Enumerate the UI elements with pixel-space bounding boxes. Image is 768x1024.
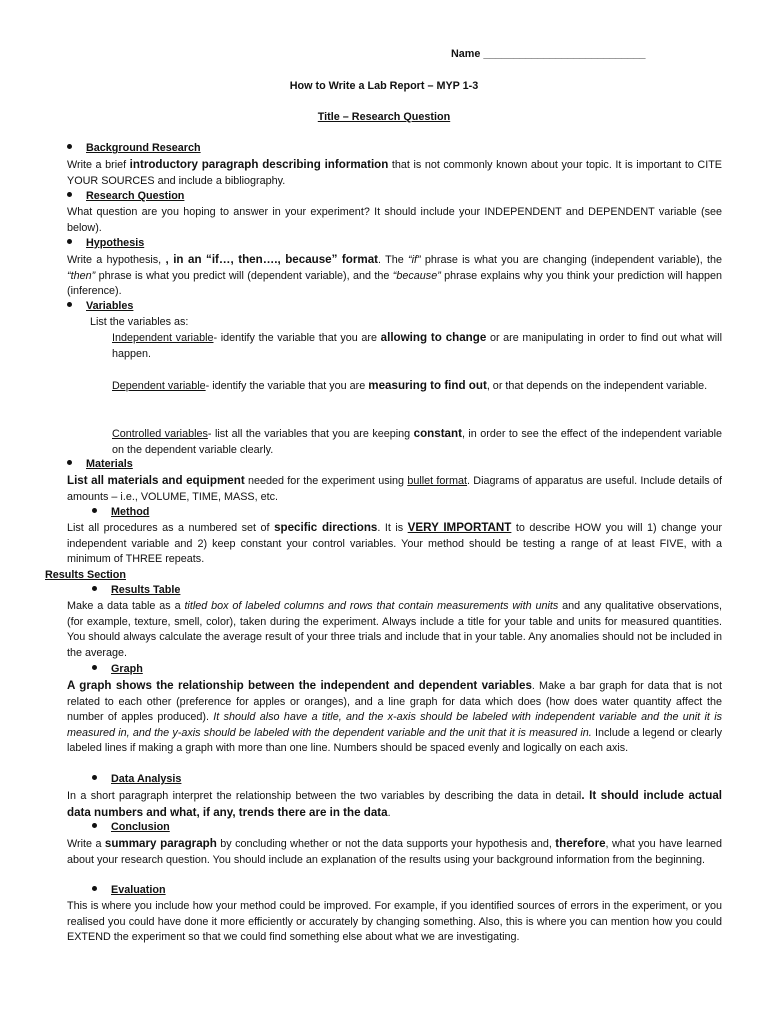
text-run: , what you have learned about your research question. You should include an explanation of the results using your background information from the beginning. (67, 838, 722, 866)
text-run: - identify the variable that you are (205, 380, 369, 392)
name-blank: ___________________________ (483, 48, 646, 60)
section-variables (67, 299, 133, 315)
document-subtitle: Title – Research Question (317, 111, 451, 123)
heading-method: Method (111, 506, 150, 518)
text-run-bold: specific directions (274, 521, 378, 534)
graph-paragraph (67, 678, 722, 757)
text-run-italic: It should also have a title, and the x-axis should be labeled with independent variable and the unit it is measured in, and the y-axis should be labeled with the dependent variable and the unit that it is measured in. (67, 711, 722, 739)
text-run: needed for the experiment using (244, 475, 408, 487)
text-run: or are manipulating in order to find out what will happen. (112, 332, 722, 360)
text-run: - identify the variable that you are (213, 332, 381, 344)
text-run-bold: , in an “if…, then…., because” format (165, 253, 379, 266)
research-paragraph: What question are you hoping to answer in your experiment? It should include your INDEPENDENT and DEPENDENT variable (see below). (67, 206, 722, 234)
text-run: that is not commonly known about your topic. It is important to CITE YOUR SOURCES and include a bibliography. (67, 159, 723, 187)
evaluation-paragraph: This is where you include how your method could be improved. For example, if you identified sources of errors in the experiment, or you realised you could have done it more efficiently or accurately by changing something. Also, this is where you can mention how you could EXTEND the experiment so that we could find something else about what we are investigating. (67, 900, 722, 944)
section-graph (92, 662, 143, 678)
section-hypothesis (67, 236, 144, 252)
conclusion-paragraph (67, 836, 722, 868)
name-line (451, 47, 646, 63)
section-materials (67, 457, 133, 473)
text-run: , in order to see the effect of the independent variable on the dependent variable clearly. (112, 428, 723, 456)
section-results-table (92, 583, 180, 599)
text-run: phrase explains why you think your prediction will happen (inference). (67, 269, 723, 298)
text-run: phrase is what you predict will (dependent variable), and the (95, 269, 393, 282)
bullet-icon (67, 192, 72, 197)
text-run: phrase is what you are changing (independent variable), the (420, 254, 722, 266)
text-run-underline: bullet format (407, 475, 468, 487)
section-research (67, 189, 184, 205)
text-run-italic: “because” (392, 269, 441, 282)
text-run-bold: therefore (555, 837, 606, 850)
text-run-italic: titled box of labeled columns and rows that contain measurements with units (184, 600, 559, 612)
text-run-bold: constant (413, 427, 462, 440)
controlled-variables-paragraph (112, 426, 722, 458)
materials-paragraph (67, 473, 722, 505)
heading-research: Research Question (86, 190, 185, 202)
bullet-icon (67, 302, 72, 307)
heading-background: Background Research (86, 142, 201, 154)
hypothesis-paragraph (67, 252, 722, 300)
text-run: Include a legend or clearly labeled lines if making a graph with more than one line. Numbers should be spaced evenly and logically on each axis. (67, 726, 722, 755)
text-run: In a short paragraph interpret the relationship between the two variables by describing the data in detail (67, 790, 582, 802)
section-conclusion (92, 820, 170, 836)
text-run-bold: List all materials and equipment (67, 474, 245, 487)
text-run: . (387, 806, 391, 819)
heading-variables: Variables (86, 300, 134, 312)
results-section-heading: Results Section (45, 569, 126, 581)
text-run: . It is (377, 522, 408, 534)
bullet-icon (92, 775, 97, 780)
variables-intro: List the variables as: (90, 316, 189, 328)
text-run-italic: “if” (407, 254, 421, 266)
method-paragraph (67, 520, 722, 568)
dependent-variable-paragraph (112, 378, 722, 395)
text-run: to describe HOW you will 1) change your independent variable and 2) keep constant your control variables. Your method should be testing a range of at least FIVE, with a minimum of THREE repeats. (67, 522, 722, 566)
analysis-paragraph (67, 788, 722, 821)
text-run-underline: Controlled variables (112, 428, 208, 440)
document-title: How to Write a Lab Report – MYP 1-3 (289, 80, 479, 92)
text-run-underline: Independent variable (112, 332, 214, 344)
bullet-icon (67, 239, 72, 244)
text-run: Write a hypothesis, (67, 254, 166, 266)
bullet-icon (92, 823, 97, 828)
bullet-icon (92, 586, 97, 591)
text-run-italic: “then” (67, 269, 96, 282)
text-run: , or that depends on the independent variable. (486, 380, 708, 392)
text-run: by concluding whether or not the data supports your hypothesis and, (216, 838, 556, 850)
heading-materials: Materials (86, 458, 133, 470)
text-run: Write a (67, 838, 105, 850)
heading-evaluation: Evaluation (111, 884, 166, 896)
text-run: . The (378, 254, 408, 266)
bullet-icon (92, 508, 97, 513)
text-run: and any qualitative observations, (for example, texture, smell, color), taken during the experiment. Always include a title for your table and units for measured quantities. You should always calculate the average result of your three trials and include that in your table. Any anomalies should not be included in the average. (67, 600, 722, 659)
text-run-bold: . It should include actual data numbers and what, if any, trends there are in the data (67, 789, 722, 819)
bullet-icon (67, 460, 72, 465)
text-run-bold: allowing to change (380, 331, 487, 344)
text-run-bold: summary paragraph (104, 837, 217, 850)
heading-results-table: Results Table (111, 584, 181, 596)
text-run-bold: A graph shows the relationship between the independent and dependent variables (67, 679, 532, 692)
results-table-paragraph (67, 599, 722, 661)
independent-variable-paragraph (112, 330, 722, 362)
bullet-icon (92, 886, 97, 891)
text-run-bold: VERY IMPORTANT (407, 521, 512, 534)
text-run: List all procedures as a numbered set of (67, 522, 275, 534)
bullet-icon (92, 665, 97, 670)
text-run: . Make a bar graph for data that is not related to each other (preference for apples or oranges), and a line graph for data which does (how does water quantity affect the number of apples produced). (67, 680, 722, 724)
heading-data-analysis: Data Analysis (111, 773, 182, 785)
text-run: Make a data table as a (67, 600, 185, 612)
bullet-icon (67, 144, 72, 149)
text-run-underline: Dependent variable (112, 380, 206, 392)
name-label: Name (451, 48, 481, 60)
text-run-bold: measuring to find out (368, 379, 487, 392)
section-method (92, 505, 149, 521)
text-run: - list all the variables that you are keeping (207, 428, 414, 440)
section-background (67, 141, 201, 157)
section-evaluation (92, 883, 166, 899)
background-paragraph (67, 157, 722, 189)
text-run: . Diagrams of apparatus are useful. Include details of amounts – i.e., VOLUME, TIME, MASS, etc. (67, 475, 723, 503)
heading-hypothesis: Hypothesis (86, 237, 145, 249)
text-run: Write a brief (67, 159, 130, 171)
heading-conclusion: Conclusion (111, 821, 170, 833)
text-run-bold: introductory paragraph describing information (129, 158, 389, 171)
heading-graph: Graph (111, 663, 143, 675)
section-data-analysis (92, 772, 181, 788)
